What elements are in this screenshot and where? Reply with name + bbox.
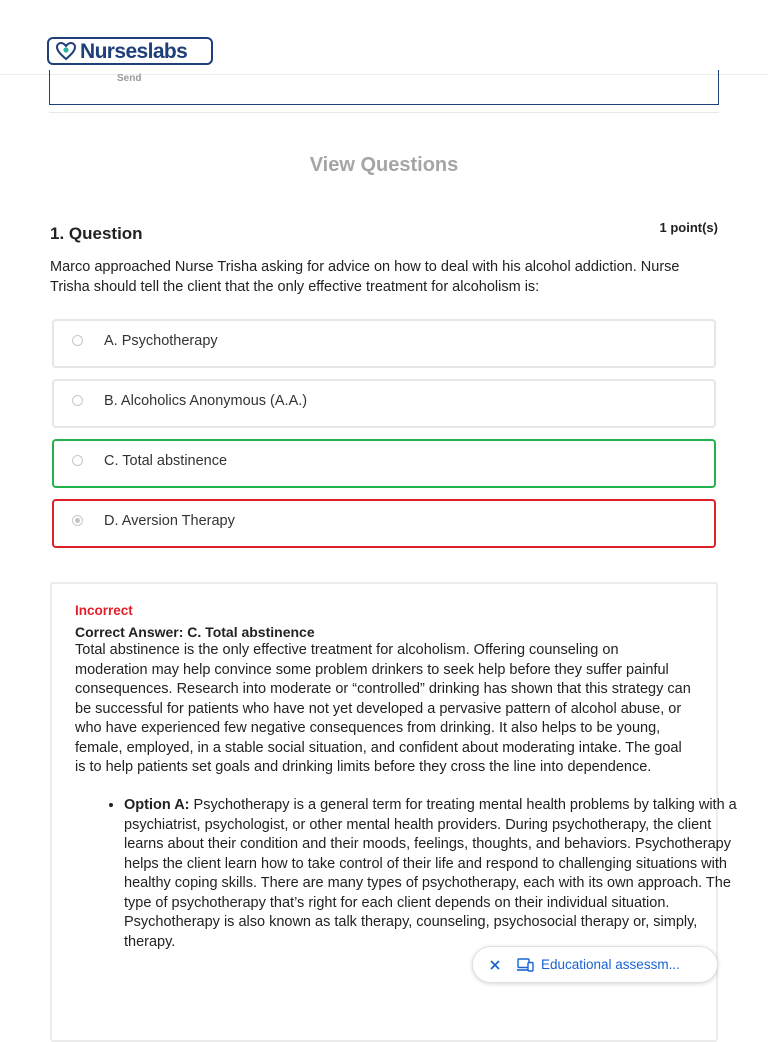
answer-option-d[interactable]	[52, 499, 716, 548]
question-points: 1 point(s)	[659, 220, 718, 235]
answer-option-c[interactable]	[52, 439, 716, 488]
option-label: D. Aversion Therapy	[104, 513, 235, 529]
close-icon[interactable]	[487, 957, 503, 973]
option-a-rationale: Psychotherapy is a general term for treating mental health problems by talking with a psychiatrist, psychologist, or other mental health providers. During psychotherapy, the client learns about their condition and their moods, feelings, thoughts, and behaviors. Psychotherapy helps the client learn how to take control of their life and respond to challenging situations with healthy coping skills. There are many types of psychotherapy, each with its own approach. The type of psychotherapy that’s right for each client depends on their individual situation. Psychotherapy is also known as talk therapy, counseling, psychosocial therapy or, simply, therapy.	[124, 797, 737, 950]
top-bar	[0, 0, 768, 75]
divider	[49, 112, 719, 113]
option-label: C. Total abstinence	[104, 453, 228, 469]
option-label: B. Alcoholics Anonymous (A.A.)	[104, 393, 308, 409]
result-status: Incorrect	[75, 603, 133, 618]
nurseslabs-logo[interactable]	[47, 37, 213, 65]
list-item	[124, 796, 740, 952]
comment-form	[49, 70, 719, 105]
correct-answer: Correct Answer: C. Total abstinence	[75, 624, 315, 640]
ad-devices-icon	[517, 958, 534, 972]
option-label: A. Psychotherapy	[104, 333, 218, 349]
send-button[interactable]: Send	[117, 73, 142, 84]
option-a-label: Option A:	[124, 797, 190, 813]
radio-button-b[interactable]	[72, 395, 83, 406]
question-number: 1. Question	[50, 224, 143, 243]
ad-pill[interactable]	[472, 946, 718, 983]
radio-button-a[interactable]	[72, 335, 83, 346]
heart-stethoscope-icon	[55, 41, 77, 61]
radio-button-c[interactable]	[72, 455, 83, 466]
answer-option-b[interactable]	[52, 379, 716, 428]
ad-link-text[interactable]: Educational assessm...	[541, 957, 680, 972]
explanation-text: Total abstinence is the only effective treatment for alcoholism. Offering counseling on moderation may help convince some problem drinkers to seek help before they suffer painful consequences. Research into moderate or “controlled” drinking has shown that this strategy can be successful for patients who have not yet developed a pervasive pattern of alcohol abuse, or who have experienced few negative consequences from drinking. It also helps to be young, female, employed, in a stable social situation, and confident about moderating intake. The goal is to help patients set goals and drinking limits before they cross the line into dependence.	[75, 642, 691, 775]
answer-option-a[interactable]	[52, 319, 716, 368]
view-questions-heading[interactable]: View Questions	[309, 154, 459, 176]
radio-button-d-selected[interactable]	[72, 515, 83, 526]
brand-name: Nurseslabs	[80, 39, 188, 63]
option-rationale-list	[82, 796, 740, 952]
question-text: Marco approached Nurse Trisha asking for advice on how to deal with his alcohol addiction. Nurse Trisha should tell the client that the only effective treatment for alcoholism is:	[50, 259, 680, 295]
